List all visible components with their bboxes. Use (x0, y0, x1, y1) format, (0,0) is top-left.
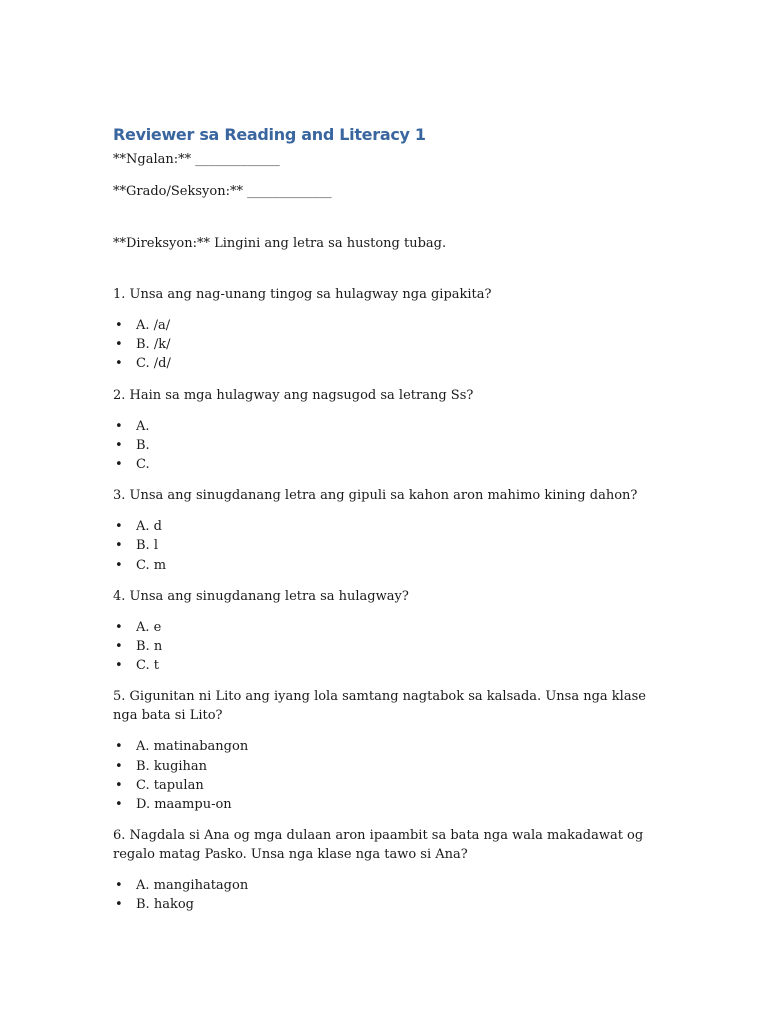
bullet-icon: • (115, 797, 123, 813)
bullet-icon: • (115, 457, 123, 473)
option-label: B. /k/ (136, 337, 171, 353)
question-text: 5. Gigunitan ni Lito ang iyang lola samtang nagtabok sa kalsada. Unsa nga klase nga bata si Lito? (113, 689, 646, 724)
option-label: A. mangihatagon (136, 878, 249, 894)
answer-options (113, 876, 653, 914)
option-item[interactable] (113, 436, 653, 455)
bullet-icon: • (115, 418, 123, 434)
option-item[interactable] (113, 737, 653, 756)
document-title: Reviewer sa Reading and Literacy 1 (113, 125, 426, 144)
answer-options (113, 737, 653, 814)
option-label: B. l (136, 538, 158, 554)
option-item[interactable] (113, 757, 653, 776)
answer-options (113, 517, 653, 575)
option-label: B. n (136, 639, 163, 655)
option-item[interactable] (113, 795, 653, 814)
bullet-icon: • (115, 538, 123, 554)
bullet-icon: • (115, 739, 123, 755)
option-item[interactable] (113, 335, 653, 354)
option-label: A. e (136, 619, 162, 635)
bullet-icon: • (115, 658, 123, 674)
option-label: B. kugihan (136, 758, 208, 774)
option-item[interactable] (113, 637, 653, 656)
question-3 (113, 486, 653, 575)
option-label: B. (136, 437, 150, 453)
option-label: C. m (136, 557, 167, 573)
option-label: A. matinabangon (136, 739, 249, 755)
question-text: 3. Unsa ang sinugdanang letra ang gipuli sa kahon aron mahimo kining dahon? (113, 488, 638, 504)
question-4 (113, 587, 653, 676)
question-1 (113, 285, 653, 374)
grade-section-line: **Grado/Seksyon:** _____________ (113, 184, 332, 199)
option-label: B. hakog (136, 897, 194, 913)
directions: **Direksyon:** Lingini ang letra sa hustong tubag. (113, 236, 447, 251)
bullet-icon: • (115, 356, 123, 372)
option-item[interactable] (113, 417, 653, 436)
option-label: A. /a/ (136, 318, 171, 333)
question-text: 1. Unsa ang nag-unang tingog sa hulagway nga gipakita? (113, 287, 492, 302)
option-label: A. d (136, 519, 162, 535)
question-text: 4. Unsa ang sinugdanang letra sa hulagway? (113, 588, 409, 604)
bullet-icon: • (115, 337, 123, 353)
bullet-icon: • (115, 777, 123, 793)
bullet-icon: • (115, 437, 123, 453)
bullet-icon: • (115, 519, 123, 535)
option-item[interactable] (113, 618, 653, 637)
bullet-icon: • (115, 897, 123, 913)
bullet-icon: • (115, 878, 123, 894)
option-item[interactable] (113, 354, 653, 373)
option-label: A. (136, 418, 150, 434)
answer-options (113, 316, 653, 374)
option-item[interactable] (113, 517, 653, 536)
option-item[interactable] (113, 455, 653, 474)
bullet-icon: • (115, 619, 123, 635)
answer-options (113, 417, 653, 475)
option-label: C. tapulan (136, 777, 204, 793)
option-item[interactable] (113, 895, 653, 914)
bullet-icon: • (115, 557, 123, 573)
question-5 (113, 687, 653, 814)
bullet-icon: • (115, 639, 123, 655)
question-text: 2. Hain sa mga hulagway ang nagsugod sa letrang Ss? (113, 387, 474, 403)
name-line: **Ngalan:** _____________ (113, 152, 280, 167)
option-label: C. t (136, 658, 159, 674)
question-2 (113, 386, 653, 475)
option-item[interactable] (113, 316, 653, 335)
answer-options (113, 618, 653, 676)
option-item[interactable] (113, 656, 653, 675)
bullet-icon: • (115, 758, 123, 774)
bullet-icon: • (115, 318, 123, 333)
question-text: 6. Nagdala si Ana og mga dulaan aron ipaambit sa bata nga wala makadawat og regalo matag Pasko. Unsa nga klase nga tawo si Ana? (113, 828, 644, 863)
option-item[interactable] (113, 876, 653, 895)
question-6 (113, 826, 653, 914)
option-item[interactable] (113, 776, 653, 795)
document-body (113, 124, 653, 915)
option-item[interactable] (113, 556, 653, 575)
option-label: C. (136, 457, 150, 473)
option-label: D. maampu-on (136, 797, 232, 813)
option-label: C. /d/ (136, 356, 171, 372)
option-item[interactable] (113, 536, 653, 555)
